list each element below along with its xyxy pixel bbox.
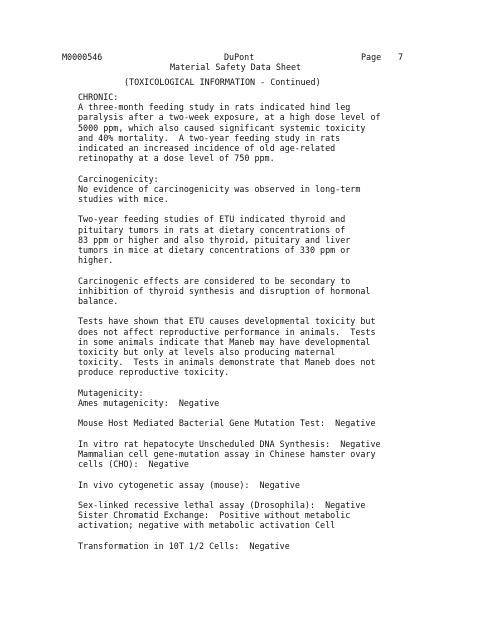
text-line: No evidence of carcinogenicity was observed in long-term	[78, 183, 361, 194]
page-number: 7	[398, 52, 404, 62]
text-line: higher.	[78, 255, 114, 266]
paragraph	[78, 418, 418, 428]
text-line: and 40% mortality. A two-year feeding study in rats	[78, 132, 341, 143]
paragraph	[78, 316, 418, 377]
text-line: indicated an increased incidence of old age-related	[78, 143, 336, 154]
paragraph	[78, 480, 418, 490]
text-line: In vivo cytogenetic assay (mouse): Negative	[78, 479, 300, 490]
text-line: tumors in mice at dietary concentrations of 330 ppm or	[78, 245, 351, 256]
page-label: Page	[361, 52, 382, 62]
text-line: in some animals indicate that Maneb may have developmental	[78, 336, 371, 347]
paragraph	[78, 214, 418, 265]
company-name: DuPont	[224, 52, 255, 62]
text-line: retinopathy at a dose level of 750 ppm.	[78, 153, 275, 164]
text-line: balance.	[78, 296, 119, 307]
text-line: CHRONIC:	[78, 92, 119, 102]
paragraph	[78, 541, 418, 551]
text-line: Sister Chromatid Exchange: Positive without metabolic	[78, 510, 351, 521]
text-line: activation; negative with metabolic activation Cell	[78, 520, 336, 531]
text-line: In vitro rat hepatocyte Unscheduled DNA Synthesis: Negative	[78, 438, 381, 449]
text-line: Sex-linked recessive lethal assay (Drosophila): Negative	[78, 499, 366, 510]
text-line: inhibition of thyroid synthesis and disruption of hormonal	[78, 285, 371, 296]
text-line: A three-month feeding study in rats indicated hind leg	[78, 102, 351, 113]
sheet-title: Material Safety Data Sheet	[170, 62, 302, 72]
paragraph	[78, 92, 418, 163]
text-line: Transformation in 10T 1/2 Cells: Negative	[78, 540, 290, 551]
text-line: 5000 ppm, which also caused significant systemic toxicity	[78, 122, 366, 133]
text-line: Mouse Host Mediated Bacterial Gene Mutation Test: Negative	[78, 418, 376, 429]
text-line: does not affect reproductive performance in animals. Tests	[78, 326, 376, 337]
text-line: toxicity but only at levels also producing maternal	[78, 347, 336, 358]
paragraph	[78, 500, 418, 531]
paragraph	[78, 276, 418, 307]
paragraph	[78, 388, 418, 408]
text-line: Carcinogenic effects are considered to be secondary to	[78, 275, 351, 286]
text-line: pituitary tumors in rats at dietary concentrations of	[78, 224, 346, 235]
text-line: cells (CHO): Negative	[78, 459, 189, 470]
document-id: M0000546	[62, 52, 103, 62]
text-line: Carcinogenicity:	[78, 173, 159, 184]
paragraph	[78, 174, 418, 205]
text-line: Ames mutagenicity: Negative	[78, 398, 220, 409]
text-line: 83 ppm or higher and also thyroid, pituitary and liver	[78, 234, 351, 245]
text-line: Mammalian cell gene-mutation assay in Chinese hamster ovary	[78, 449, 376, 459]
document-body	[78, 92, 418, 561]
text-line: produce reproductive toxicity.	[78, 367, 230, 378]
text-line: paralysis after a two-week exposure, at a high dose level of	[78, 112, 381, 123]
section-title: (TOXICOLOGICAL INFORMATION - Continued)	[124, 77, 321, 87]
text-line: toxicity. Tests in animals demonstrate that Maneb does not	[78, 357, 376, 368]
paragraph	[78, 439, 418, 470]
text-line: Mutagenicity:	[78, 387, 144, 398]
text-line: Tests have shown that ETU causes developmental toxicity but	[78, 316, 376, 327]
text-line: studies with mice.	[78, 194, 169, 205]
text-line: Two-year feeding studies of ETU indicated thyroid and	[78, 214, 346, 225]
